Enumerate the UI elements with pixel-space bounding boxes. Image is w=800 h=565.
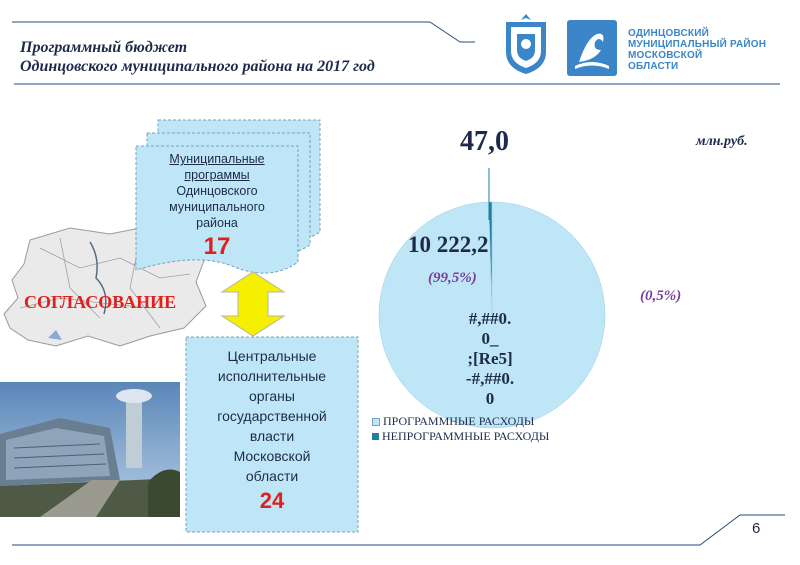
nonprogram-value-label: 47,0 bbox=[460, 126, 509, 157]
programs-card-line: района bbox=[196, 216, 238, 230]
legend-swatch-program bbox=[372, 418, 380, 426]
agreement-label: СОГЛАСОВАНИЕ bbox=[24, 292, 177, 312]
chart-legend bbox=[372, 414, 549, 444]
pie-inner-label bbox=[450, 309, 530, 409]
central-card-line: власти bbox=[249, 428, 295, 444]
legend-label-program: ПРОГРАММНЫЕ РАСХОДЫ bbox=[383, 414, 535, 428]
legend-item-program bbox=[372, 414, 549, 429]
program-percent-label: (99,5%) bbox=[428, 270, 477, 286]
org-name-line: МОСКОВСКОЙ bbox=[628, 50, 703, 61]
programs-card-line: Одинцовского bbox=[176, 184, 258, 198]
org-name-line: ОДИНЦОВСКИЙ bbox=[628, 28, 710, 39]
central-card-line: исполнительные bbox=[217, 368, 327, 384]
pie-inner-label-line: #,##0. bbox=[468, 309, 512, 328]
central-card-line: органы bbox=[249, 388, 295, 404]
page-title-line2: Одинцовского муниципального района на 2017 год bbox=[20, 58, 375, 75]
nonprogram-percent-label: (0,5%) bbox=[640, 288, 682, 304]
programs-card-line: Муниципальные bbox=[169, 152, 265, 166]
org-name-line: ОБЛАСТИ bbox=[628, 61, 679, 72]
legend-item-nonprogram bbox=[372, 429, 549, 444]
central-card-line: Центральные bbox=[227, 348, 317, 364]
page-number: 6 bbox=[752, 520, 761, 537]
org-name-line: МУНИЦИПАЛЬНЫЙ РАЙОН bbox=[628, 39, 767, 50]
central-count: 24 bbox=[259, 488, 285, 513]
central-card-line: государственной bbox=[217, 408, 327, 424]
programs-card-line: программы bbox=[184, 168, 250, 182]
pie-inner-label-line: -#,##0. bbox=[465, 369, 515, 388]
programs-card-line: муниципального bbox=[169, 200, 265, 214]
page-title-line1: Программный бюджет bbox=[20, 39, 188, 56]
legend-swatch-nonprogram bbox=[372, 433, 379, 440]
units-label: млн.руб. bbox=[696, 134, 748, 149]
pie-inner-label-line: 0 bbox=[485, 389, 495, 408]
program-value-label: 10 222,2 bbox=[408, 232, 489, 257]
legend-label-nonprogram: НЕПРОГРАММНЫЕ РАСХОДЫ bbox=[382, 429, 550, 443]
programs-count: 17 bbox=[203, 233, 231, 260]
central-card-line: Московской bbox=[233, 448, 311, 464]
central-card-line: области bbox=[245, 468, 299, 484]
pie-inner-label-line: ;[Re5] bbox=[467, 349, 513, 368]
pie-inner-label-line: 0_ bbox=[481, 329, 499, 348]
